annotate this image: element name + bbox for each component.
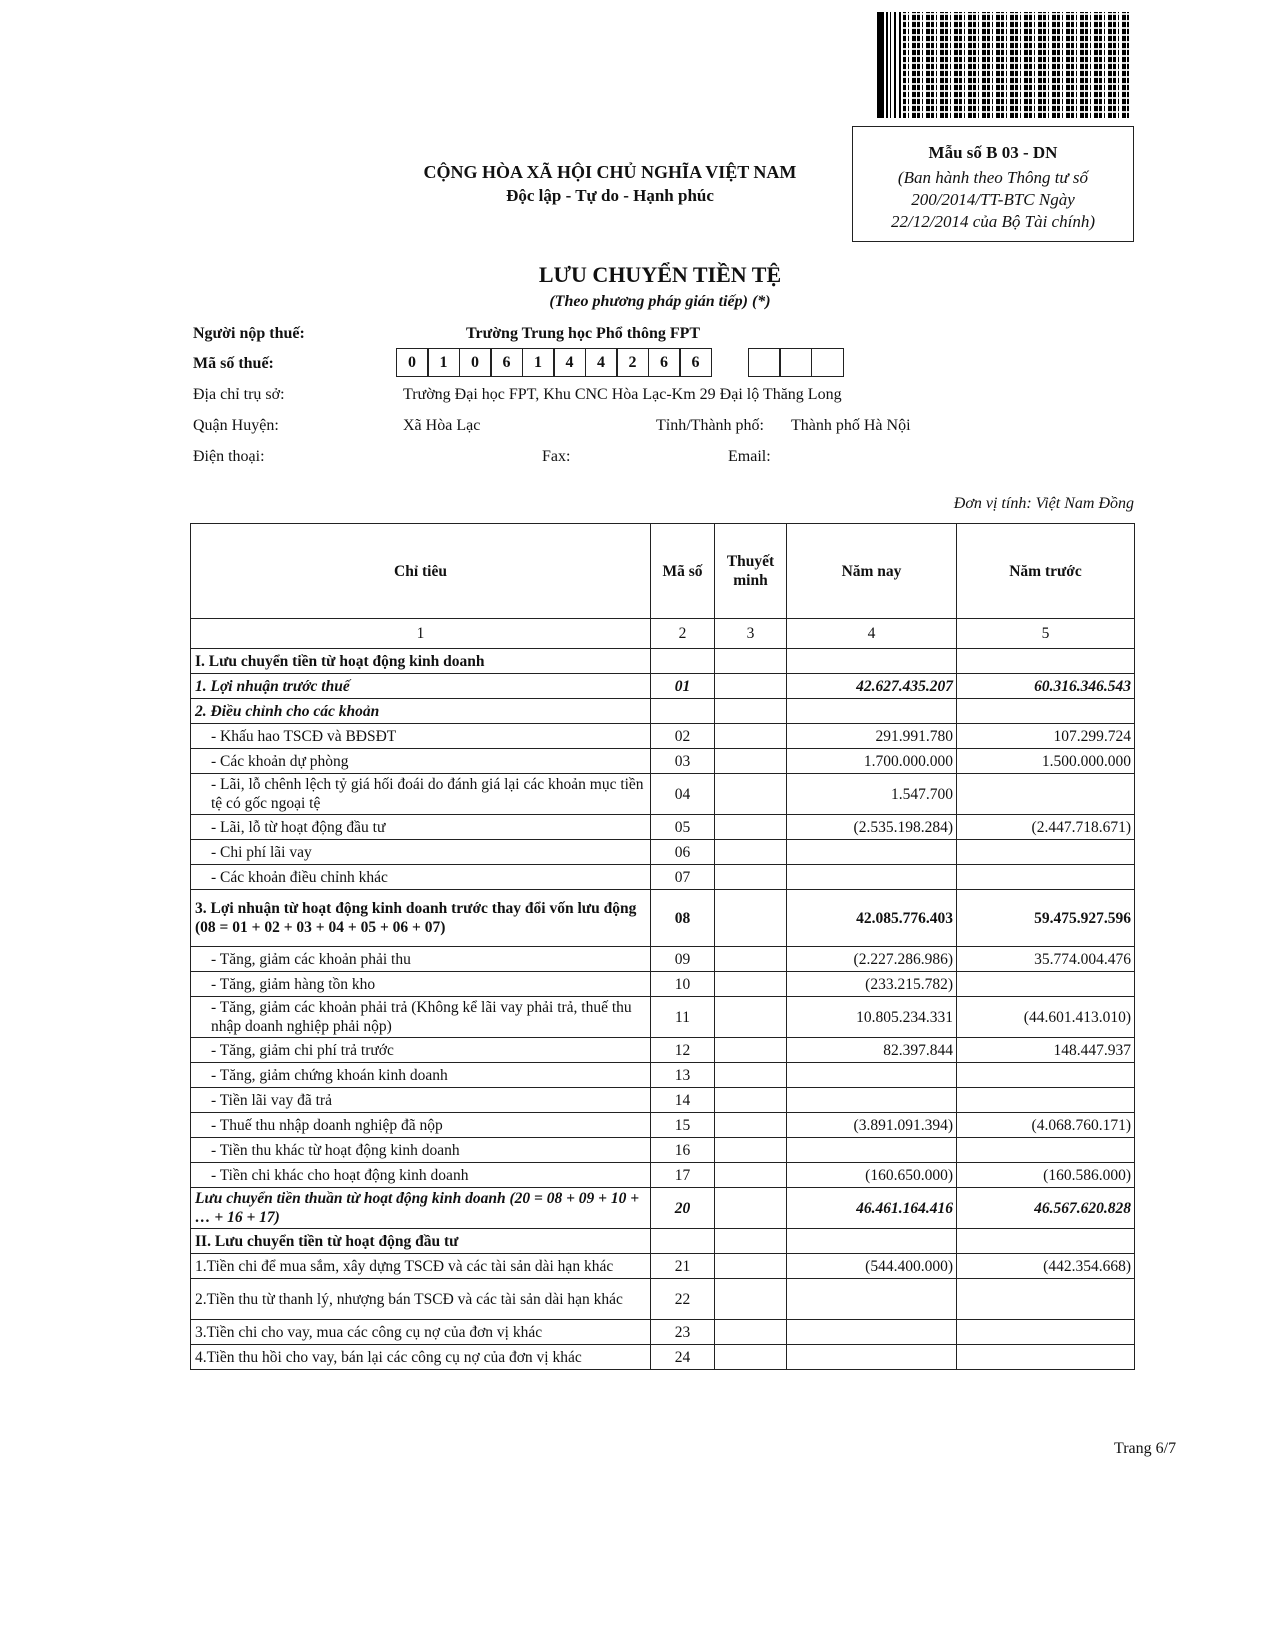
barcode-2d: [877, 12, 1129, 118]
column-number: 5: [957, 619, 1135, 649]
row-note: [715, 1320, 787, 1345]
address-value: Trường Đại học FPT, Khu CNC Hòa Lạc-Km 29 Đại lộ Thăng Long: [403, 386, 842, 403]
row-previous-year: (2.447.718.671): [957, 815, 1135, 840]
row-previous-year: (44.601.413.010): [957, 997, 1135, 1038]
table-row: [191, 865, 1135, 890]
row-previous-year: [957, 865, 1135, 890]
table-header-row: [191, 524, 1135, 619]
row-note: [715, 674, 787, 699]
row-previous-year: [957, 649, 1135, 674]
table-row: [191, 1088, 1135, 1113]
row-current-year: [787, 1088, 957, 1113]
header-indicator: Chỉ tiêu: [191, 524, 651, 619]
row-label: - Tăng, giảm các khoản phải trả (Không kể lãi vay phải trả, thuế thu nhập doanh nghiệp phải nộp): [191, 997, 651, 1038]
row-current-year: 46.461.164.416: [787, 1188, 957, 1229]
row-note: [715, 1088, 787, 1113]
row-note: [715, 997, 787, 1038]
row-note: [715, 749, 787, 774]
document-subtitle: (Theo phương pháp gián tiếp) (*): [549, 293, 771, 310]
row-label: - Tăng, giảm hàng tồn kho: [191, 972, 651, 997]
row-current-year: 1.700.000.000: [787, 749, 957, 774]
taxpayer-name: Trường Trung học Phổ thông FPT: [466, 325, 701, 342]
table-row: [191, 840, 1135, 865]
taxpayer-label: Người nộp thuế:: [193, 325, 305, 342]
row-previous-year: [957, 840, 1135, 865]
row-label: 2. Điều chỉnh cho các khoản: [191, 699, 651, 724]
row-label: - Tăng, giảm chứng khoán kinh doanh: [191, 1063, 651, 1088]
table-row: [191, 649, 1135, 674]
row-previous-year: [957, 1279, 1135, 1320]
row-note: [715, 1279, 787, 1320]
row-previous-year: 148.447.937: [957, 1038, 1135, 1063]
row-code: 03: [651, 749, 715, 774]
row-note: [715, 815, 787, 840]
row-previous-year: [957, 774, 1135, 815]
row-previous-year: [957, 1345, 1135, 1370]
row-label: - Các khoản điều chỉnh khác: [191, 865, 651, 890]
row-previous-year: 1.500.000.000: [957, 749, 1135, 774]
row-label: - Tăng, giảm các khoản phải thu: [191, 947, 651, 972]
row-code: 01: [651, 674, 715, 699]
row-current-year: [787, 865, 957, 890]
row-code: 17: [651, 1163, 715, 1188]
row-current-year: (2.227.286.986): [787, 947, 957, 972]
row-code: 24: [651, 1345, 715, 1370]
tax-digit: 1: [427, 348, 460, 377]
column-number-row: [191, 619, 1135, 649]
column-number: 3: [715, 619, 787, 649]
barcode-data-pattern: [903, 12, 1129, 118]
row-code: 15: [651, 1113, 715, 1138]
row-previous-year: [957, 1088, 1135, 1113]
email-label: Email:: [728, 448, 771, 465]
tax-suffix-box: [811, 348, 844, 377]
row-label: 3. Lợi nhuận từ hoạt động kinh doanh trước thay đổi vốn lưu động (08 = 01 + 02 + 03 + 04 + 05 + 06 + 07): [191, 890, 651, 947]
row-current-year: [787, 1138, 957, 1163]
row-previous-year: 46.567.620.828: [957, 1188, 1135, 1229]
row-current-year: 1.547.700: [787, 774, 957, 815]
table-row: [191, 1138, 1135, 1163]
row-code: 08: [651, 890, 715, 947]
tax-digit: 0: [459, 348, 492, 377]
form-issued-note: [853, 167, 1133, 233]
row-label: 3.Tiền chi cho vay, mua các công cụ nợ của đơn vị khác: [191, 1320, 651, 1345]
header-code: Mã số: [651, 524, 715, 619]
fax-label: Fax:: [542, 448, 571, 465]
row-previous-year: [957, 1138, 1135, 1163]
table-row: [191, 1229, 1135, 1254]
row-code: [651, 1229, 715, 1254]
row-note: [715, 1188, 787, 1229]
phone-label: Điện thoại:: [193, 448, 265, 465]
table-row: [191, 1320, 1135, 1345]
column-number: 2: [651, 619, 715, 649]
row-previous-year: 60.316.346.543: [957, 674, 1135, 699]
district-label: Quận Huyện:: [193, 417, 279, 434]
row-label: - Tiền chi khác cho hoạt động kinh doanh: [191, 1163, 651, 1188]
table-row: [191, 1345, 1135, 1370]
row-label: - Lãi, lỗ chênh lệch tỷ giá hối đoái do đánh giá lại các khoản mục tiền tệ có gốc ngoại tệ: [191, 774, 651, 815]
table-row: [191, 997, 1135, 1038]
row-current-year: (233.215.782): [787, 972, 957, 997]
document-title: LƯU CHUYỂN TIỀN TỆ: [538, 262, 782, 287]
row-code: 02: [651, 724, 715, 749]
row-previous-year: [957, 1063, 1135, 1088]
row-label: - Các khoản dự phòng: [191, 749, 651, 774]
column-number: 1: [191, 619, 651, 649]
tax-suffix-box: [779, 348, 812, 377]
row-code: 09: [651, 947, 715, 972]
row-code: [651, 649, 715, 674]
national-name: CỘNG HÒA XÃ HỘI CHỦ NGHĨA VIỆT NAM: [423, 162, 797, 182]
row-code: 20: [651, 1188, 715, 1229]
tax-digit: 4: [585, 348, 618, 377]
national-motto: Độc lập - Tự do - Hạnh phúc: [506, 186, 714, 205]
tax-digit: 0: [396, 348, 429, 377]
row-current-year: 42.085.776.403: [787, 890, 957, 947]
row-label: - Khấu hao TSCĐ và BĐSĐT: [191, 724, 651, 749]
row-current-year: 82.397.844: [787, 1038, 957, 1063]
row-label: 1.Tiền chi để mua sắm, xây dựng TSCĐ và các tài sản dài hạn khác: [191, 1254, 651, 1279]
table-row: [191, 890, 1135, 947]
table-body: [191, 649, 1135, 1370]
tax-digit: 1: [522, 348, 555, 377]
tax-digit: 4: [553, 348, 586, 377]
row-note: [715, 774, 787, 815]
row-code: 14: [651, 1088, 715, 1113]
header-previous-year: Năm trước: [957, 524, 1135, 619]
table-row: [191, 774, 1135, 815]
header-note: Thuyết minh: [715, 524, 787, 619]
province-label: Tỉnh/Thành phố:: [656, 417, 764, 434]
row-current-year: [787, 699, 957, 724]
row-current-year: 10.805.234.331: [787, 997, 957, 1038]
row-previous-year: (4.068.760.171): [957, 1113, 1135, 1138]
tax-digit: 6: [490, 348, 523, 377]
row-note: [715, 1163, 787, 1188]
row-current-year: [787, 1229, 957, 1254]
row-note: [715, 649, 787, 674]
row-code: 12: [651, 1038, 715, 1063]
row-note: [715, 1038, 787, 1063]
row-current-year: [787, 1320, 957, 1345]
currency-unit-note: Đơn vị tính: Việt Nam Đồng: [953, 495, 1134, 512]
row-label: 2.Tiền thu từ thanh lý, nhượng bán TSCĐ và các tài sản dài hạn khác: [191, 1279, 651, 1320]
row-note: [715, 865, 787, 890]
issued-line-1: (Ban hành theo Thông tư số: [897, 168, 1089, 187]
document-title-block: [360, 262, 960, 311]
province-value: Thành phố Hà Nội: [791, 417, 911, 434]
row-previous-year: [957, 699, 1135, 724]
issued-line-3: 22/12/2014 của Bộ Tài chính): [891, 212, 1095, 231]
row-previous-year: [957, 1229, 1135, 1254]
table-row: [191, 815, 1135, 840]
row-label: - Thuế thu nhập doanh nghiệp đã nộp: [191, 1113, 651, 1138]
row-note: [715, 840, 787, 865]
row-code: 23: [651, 1320, 715, 1345]
row-label: - Tăng, giảm chi phí trả trước: [191, 1038, 651, 1063]
column-number: 4: [787, 619, 957, 649]
table-row: [191, 1188, 1135, 1229]
table-row: [191, 1113, 1135, 1138]
table-row: [191, 1163, 1135, 1188]
page-number: Trang 6/7: [1114, 1440, 1177, 1457]
cash-flow-table: [190, 523, 1135, 1370]
row-previous-year: 107.299.724: [957, 724, 1135, 749]
row-label: II. Lưu chuyển tiền từ hoạt động đầu tư: [191, 1229, 651, 1254]
row-previous-year: [957, 972, 1135, 997]
table-row: [191, 1254, 1135, 1279]
row-note: [715, 947, 787, 972]
row-code: 16: [651, 1138, 715, 1163]
row-label: 4.Tiền thu hồi cho vay, bán lại các công cụ nợ của đơn vị khác: [191, 1345, 651, 1370]
row-current-year: (2.535.198.284): [787, 815, 957, 840]
row-code: 21: [651, 1254, 715, 1279]
row-previous-year: (160.586.000): [957, 1163, 1135, 1188]
row-current-year: 291.991.780: [787, 724, 957, 749]
row-code: 13: [651, 1063, 715, 1088]
row-code: 11: [651, 997, 715, 1038]
row-previous-year: (442.354.668): [957, 1254, 1135, 1279]
row-label: Lưu chuyển tiền thuần từ hoạt động kinh doanh (20 = 08 + 09 + 10 + … + 16 + 17): [191, 1188, 651, 1229]
row-code: 07: [651, 865, 715, 890]
table-row: [191, 1063, 1135, 1088]
row-previous-year: 35.774.004.476: [957, 947, 1135, 972]
row-note: [715, 699, 787, 724]
table-row: [191, 1279, 1135, 1320]
table-row: [191, 699, 1135, 724]
row-current-year: [787, 1345, 957, 1370]
row-previous-year: 59.475.927.596: [957, 890, 1135, 947]
tax-digit: 2: [616, 348, 649, 377]
row-code: 10: [651, 972, 715, 997]
row-code: 04: [651, 774, 715, 815]
form-code-box: [852, 126, 1134, 242]
row-code: 06: [651, 840, 715, 865]
tax-code-gap: [712, 348, 749, 377]
form-code: Mẫu số B 03 - DN: [928, 143, 1058, 162]
table-row: [191, 972, 1135, 997]
tax-digit: 6: [679, 348, 712, 377]
row-current-year: [787, 1063, 957, 1088]
table-row: [191, 947, 1135, 972]
address-label: Địa chỉ trụ sở:: [193, 386, 285, 403]
row-label: - Tiền thu khác từ hoạt động kinh doanh: [191, 1138, 651, 1163]
row-code: [651, 699, 715, 724]
issued-line-2: 200/2014/TT-BTC Ngày: [911, 190, 1075, 209]
header-current-year: Năm nay: [787, 524, 957, 619]
row-note: [715, 1229, 787, 1254]
row-note: [715, 1063, 787, 1088]
row-current-year: [787, 649, 957, 674]
table-row: [191, 749, 1135, 774]
barcode-start-pattern: [877, 12, 903, 118]
row-current-year: (3.891.091.394): [787, 1113, 957, 1138]
row-note: [715, 1138, 787, 1163]
row-label: - Tiền lãi vay đã trả: [191, 1088, 651, 1113]
row-code: 22: [651, 1279, 715, 1320]
row-code: 05: [651, 815, 715, 840]
row-note: [715, 1345, 787, 1370]
tax-code-boxes: [397, 348, 844, 377]
tax-suffix-box: [748, 348, 781, 377]
row-label: - Chi phí lãi vay: [191, 840, 651, 865]
row-current-year: [787, 840, 957, 865]
row-label: - Lãi, lỗ từ hoạt động đầu tư: [191, 815, 651, 840]
table-row: [191, 1038, 1135, 1063]
row-label: I. Lưu chuyển tiền từ hoạt động kinh doanh: [191, 649, 651, 674]
row-label: 1. Lợi nhuận trước thuế: [191, 674, 651, 699]
district-value: Xã Hòa Lạc: [403, 417, 481, 434]
row-previous-year: [957, 1320, 1135, 1345]
row-current-year: 42.627.435.207: [787, 674, 957, 699]
national-header: [360, 162, 860, 206]
tax-code-label: Mã số thuế:: [193, 355, 274, 372]
table-row: [191, 674, 1135, 699]
row-current-year: (544.400.000): [787, 1254, 957, 1279]
row-note: [715, 1254, 787, 1279]
row-note: [715, 1113, 787, 1138]
tax-digit: 6: [648, 348, 681, 377]
row-current-year: [787, 1279, 957, 1320]
row-note: [715, 890, 787, 947]
row-current-year: (160.650.000): [787, 1163, 957, 1188]
row-note: [715, 724, 787, 749]
table-row: [191, 724, 1135, 749]
row-note: [715, 972, 787, 997]
